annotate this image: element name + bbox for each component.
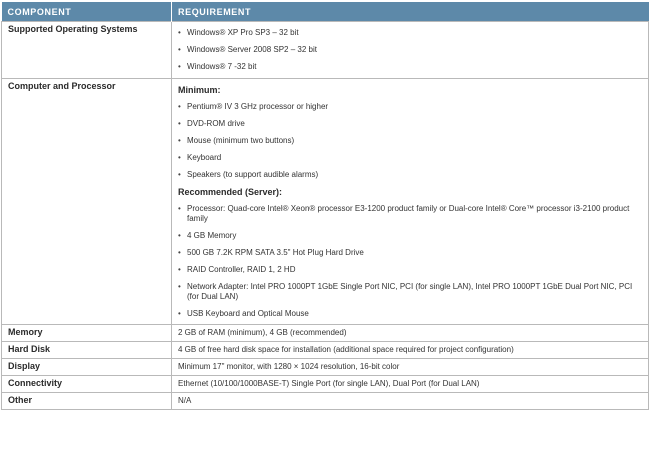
list-item: • Processor: Quad-core Intel® Xeon® processor E3-1200 product family or Dual-core Intel® Core™ processor i3-2100 product family <box>178 204 642 224</box>
requirement-display: Minimum 17" monitor, with 1280 × 1024 resolution, 16-bit color <box>172 359 649 376</box>
list-item: • Keyboard <box>178 153 642 163</box>
list-item: • RAID Controller, RAID 1, 2 HD <box>178 265 642 275</box>
requirement-memory: 2 GB of RAM (minimum), 4 GB (recommended) <box>172 325 649 342</box>
component-display: Display <box>2 359 172 376</box>
component-hard-disk: Hard Disk <box>2 342 172 359</box>
list-item: • Mouse (minimum two buttons) <box>178 136 642 146</box>
minimum-heading: Minimum: <box>178 85 221 95</box>
list-item: • Speakers (to support audible alarms) <box>178 170 642 180</box>
os-list <box>178 28 642 72</box>
header-row <box>2 2 649 22</box>
row-hard-disk <box>2 342 649 359</box>
list-item: • 4 GB Memory <box>178 231 642 241</box>
component-memory: Memory <box>2 325 172 342</box>
list-item: • Network Adapter: Intel PRO 1000PT 1GbE Single Port NIC, PCI (for single LAN), Intel PRO 1000PT 1GbE Dual Port NIC, PCI (for Dual LAN) <box>178 282 642 302</box>
header-component: COMPONENT <box>2 2 172 22</box>
list-item: • Pentium® IV 3 GHz processor or higher <box>178 102 642 112</box>
recommended-list <box>178 204 642 319</box>
component-connectivity: Connectivity <box>2 376 172 393</box>
row-computer-processor <box>2 79 649 325</box>
recommended-heading: Recommended (Server): <box>178 187 283 197</box>
component-operating-systems: Supported Operating Systems <box>2 22 172 79</box>
header-requirement: REQUIREMENT <box>172 2 649 22</box>
row-display <box>2 359 649 376</box>
requirement-operating-systems <box>172 22 649 79</box>
requirement-hard-disk: 4 GB of free hard disk space for installation (additional space required for project configuration) <box>172 342 649 359</box>
minimum-list <box>178 102 642 180</box>
list-item: • USB Keyboard and Optical Mouse <box>178 309 642 319</box>
list-item: • Windows® Server 2008 SP2 – 32 bit <box>178 45 642 55</box>
requirement-other: N/A <box>172 393 649 410</box>
row-other <box>2 393 649 410</box>
requirement-computer-processor <box>172 79 649 325</box>
requirement-connectivity: Ethernet (10/100/1000BASE-T) Single Port (for single LAN), Dual Port (for Dual LAN) <box>172 376 649 393</box>
list-item: • 500 GB 7.2K RPM SATA 3.5" Hot Plug Hard Drive <box>178 248 642 258</box>
row-memory <box>2 325 649 342</box>
row-connectivity <box>2 376 649 393</box>
row-operating-systems <box>2 22 649 79</box>
component-other: Other <box>2 393 172 410</box>
requirements-table <box>1 2 649 410</box>
list-item: • DVD-ROM drive <box>178 119 642 129</box>
list-item: • Windows® XP Pro SP3 – 32 bit <box>178 28 642 38</box>
list-item: • Windows® 7 -32 bit <box>178 62 642 72</box>
component-computer-processor: Computer and Processor <box>2 79 172 325</box>
